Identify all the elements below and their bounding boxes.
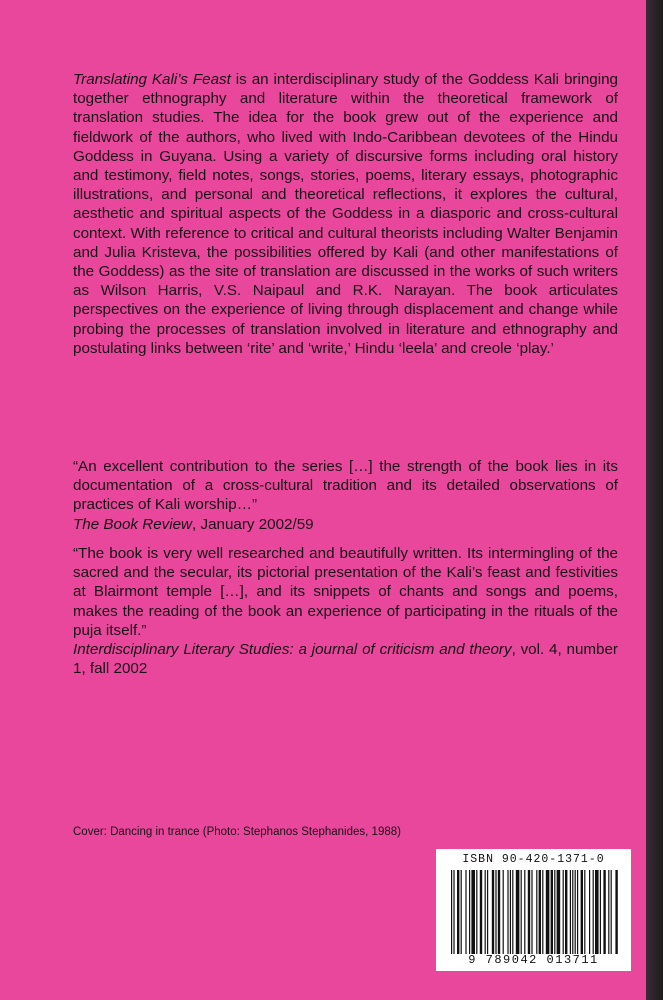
review-quote-1 bbox=[73, 457, 618, 534]
book-description bbox=[73, 70, 618, 358]
barcode-bars bbox=[449, 870, 621, 954]
isbn-barcode bbox=[436, 849, 631, 971]
review-2-source: Interdisciplinary Literary Studies: a journal of criticism and theory, vol. 4, number 1, fall 2002 bbox=[73, 641, 618, 678]
review-2-text: “The book is very well researched and beautifully written. Its intermingling of the sacred and the secular, its pictorial presentation of the Kali’s feast and festivities at Blairmont temple […], and its snippets of chants and songs and poems, makes the reading of the book an experience of participating in the rituals of the puja itself.” bbox=[73, 545, 618, 639]
review-1-source: The Book Review, January 2002/59 bbox=[73, 515, 314, 533]
isbn-label: ISBN 90-420-1371-0 bbox=[462, 853, 605, 866]
book-title: Translating Kali’s Feast bbox=[73, 71, 231, 88]
barcode-digits: 9 789042 013711 bbox=[468, 953, 599, 967]
description-text: is an interdisciplinary study of the Goddess Kali bringing together ethnography and literature within the theoretical framework of translation studies. The idea for the book grew out of the experience and fieldwork of the authors, who lived with Indo-Caribbean devotees of the Hindu Goddess in Guyana. Using a variety of discursive forms including oral history and testimony, field notes, songs, stories, poems, literary essays, photographic illustrations, and personal and theoretical reflections, it explores the cultural, aesthetic and spiritual aspects of the Goddess in a diasporic and cross-cultural context. With reference to critical and cultural theorists including Walter Benjamin and Julia Kristeva, the possibilities offered by Kali (and other manifestations of the Goddess) as the site of translation are discussed in the works of such writers as Wilson Harris, V.S. Naipaul and R.K. Narayan. The book articulates perspectives on the experience of living through displacement and change while probing the processes of translation involved in literature and ethnography and postulating links between ‘rite’ and ‘write,’ Hindu ‘leela’ and creole ‘play.’ bbox=[73, 71, 619, 357]
book-spine-edge bbox=[646, 0, 663, 1000]
review-1-text: “An excellent contribution to the series […] the strength of the book lies in its documentation of a cross-cultural tradition and its detailed observations of practices of Kali worship…” bbox=[73, 458, 618, 514]
review-quote-2 bbox=[73, 544, 618, 678]
cover-credit: Cover: Dancing in trance (Photo: Stephanos Stephanides, 1988) bbox=[73, 826, 401, 838]
